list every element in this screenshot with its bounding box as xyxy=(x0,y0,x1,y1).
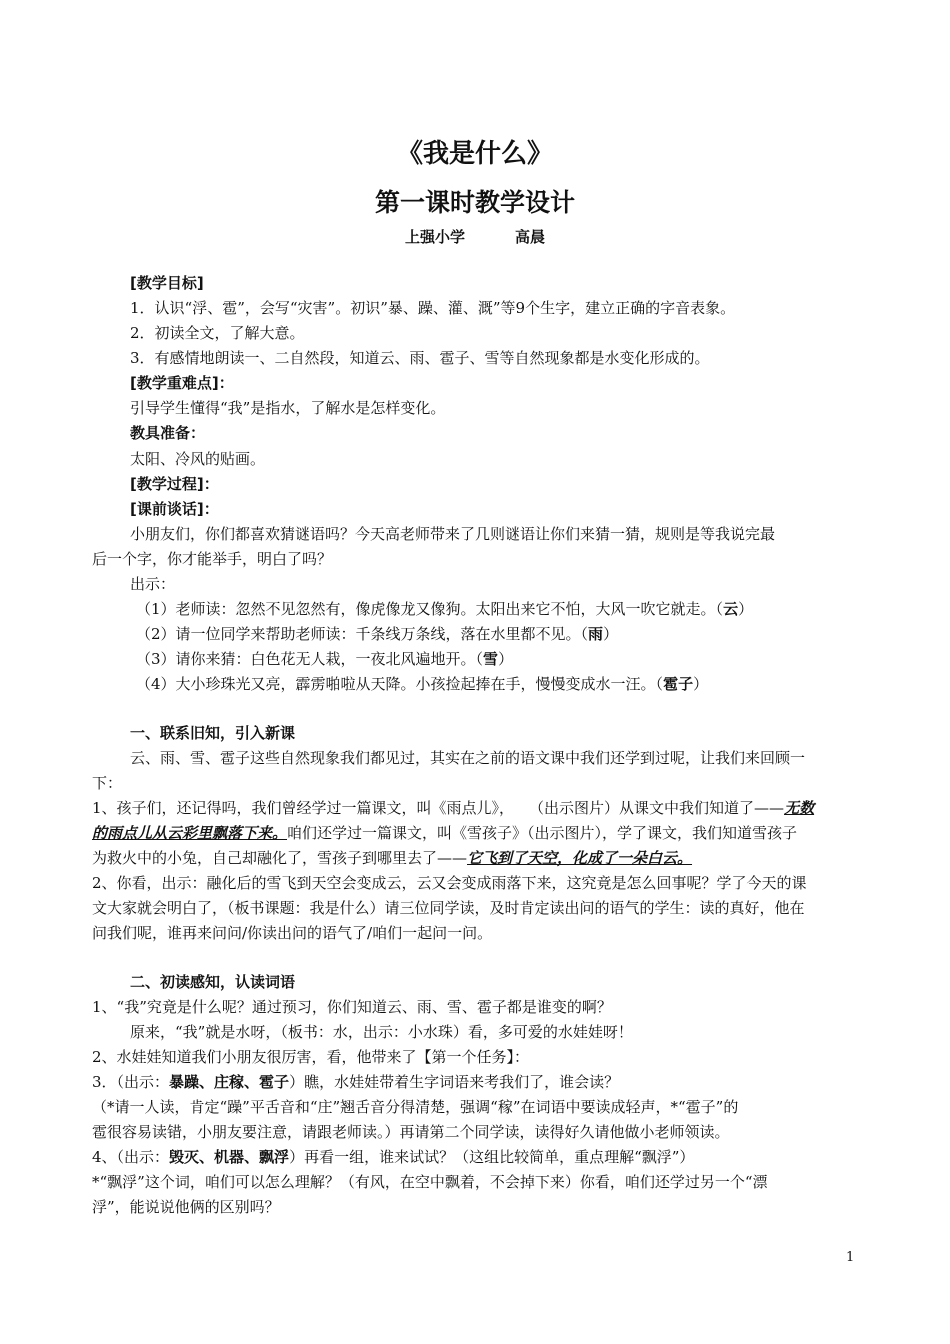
riddle-answer: 雪 xyxy=(483,650,499,668)
document-subtitle: 第一课时教学设计 xyxy=(374,188,575,217)
riddle-answer: 云 xyxy=(723,600,739,618)
riddle-close: ） xyxy=(693,675,709,693)
riddle-text: （4）大小珍珠光又亮，霹雳啪啦从天降。小孩捡起捧在手，慢慢变成水一汪。（ xyxy=(136,675,664,693)
section1-intro-line: 云、雨、雪、雹子这些自然现象我们都见过，其实在之前的语文课中我们还学到过呢，让我们来回顾一 xyxy=(130,749,806,767)
text-run: 为救火中的小兔，自己却融化了，雪孩子到哪里去了—— xyxy=(92,849,468,867)
section2-line: 2、水娃娃知道我们小朋友很厉害，看，他带来了【第一个任务】： xyxy=(92,1048,530,1066)
section1-paragraph-line xyxy=(92,823,867,843)
section2-line xyxy=(92,1147,867,1167)
riddle-answer: 雨 xyxy=(588,625,604,643)
riddle-item xyxy=(136,624,911,644)
objective-item: 2．初读全文，了解大意。 xyxy=(130,324,305,342)
section2-line: 雹很容易读错，小朋友要注意，请跟老师读。）再请第二个同学读，读得好久请他做小老师领读。 xyxy=(92,1123,730,1141)
author-name: 高晨 xyxy=(515,228,546,246)
objectives-heading: [教学目标] xyxy=(130,274,204,292)
riddle-close: ） xyxy=(603,625,619,643)
vocabulary-words: 毁灭、机器、飘浮 xyxy=(169,1148,290,1166)
objective-item: 3．有感情地朗读一、二自然段，知道云、雨、雹子、雪等自然现象都是水变化形成的。 xyxy=(130,349,710,367)
process-heading: [教学过程]： xyxy=(130,475,219,493)
emphasis-text: 它飞到了天空，化成了一朵白云。 xyxy=(467,849,693,867)
section2-line xyxy=(92,1072,867,1092)
riddle-close: ） xyxy=(738,600,754,618)
text-run: 3．（出示： xyxy=(92,1073,170,1091)
pretalk-paragraph-line: 后一个字，你才能举手，明白了吗？ xyxy=(92,550,333,568)
section2-heading: 二、初读感知，认读词语 xyxy=(130,973,296,991)
text-run: ）瞧，水娃娃带着生字词语来考我们了，谁会读？ xyxy=(289,1073,620,1091)
emphasis-text: 的雨点儿从云彩里飘落下来。 xyxy=(92,824,288,842)
section2-line: 浮”，能说说他俩的区别吗？ xyxy=(92,1198,280,1216)
page-number: 1 xyxy=(846,1250,855,1265)
show-label: 出示： xyxy=(130,575,176,593)
section1-heading: 一、联系旧知，引入新课 xyxy=(130,724,296,742)
document-title: 《我是什么》 xyxy=(396,139,553,169)
section1-paragraph-line: 问我们呢，谁再来问问/你读出问的语气了/咱们一起问一问。 xyxy=(92,924,493,942)
riddle-close: ） xyxy=(498,650,514,668)
author-line xyxy=(0,226,950,247)
riddle-item xyxy=(136,649,911,669)
section1-paragraph-line xyxy=(92,798,867,818)
pretalk-paragraph-line: 小朋友们，你们都喜欢猜谜语吗？今天高老师带来了几则谜语让你们来猜一猜，规则是等我说完最 xyxy=(130,525,776,543)
pretalk-heading: [课前谈话]： xyxy=(130,500,219,518)
section1-paragraph-line: 文大家就会明白了，（板书课题：我是什么）请三位同学读，及时肯定读出问的语气的学生：读的真好，他在 xyxy=(92,899,805,917)
section1-paragraph-line xyxy=(92,848,867,868)
key-points-text: 引导学生懂得“我”是指水，了解水是怎样变化。 xyxy=(130,399,446,417)
section1-paragraph-line: 2、你看，出示：融化后的雪飞到天空会变成云，云又会变成雨落下来，这究竟是怎么回事呢？学了今天的课 xyxy=(92,874,807,892)
section2-line: 原来，“我”就是水呀，（板书：水，出示：小水珠）看，多可爱的水娃娃呀！ xyxy=(130,1023,633,1041)
key-points-heading: [教学重难点]： xyxy=(130,374,234,392)
text-run: 4、（出示： xyxy=(92,1148,170,1166)
riddle-text: （2）请一位同学来帮助老师读：千条线万条线，落在水里都不见。（ xyxy=(136,625,589,643)
riddle-item xyxy=(136,599,911,619)
text-run: 1、孩子们，还记得吗，我们曾经学过一篇课文，叫《雨点儿》， （出示图片）从课文中我们知道了—— xyxy=(92,799,785,817)
tools-text: 太阳、冷风的贴画。 xyxy=(130,450,266,468)
section1-intro-line: 下： xyxy=(92,774,123,792)
text-run: 咱们还学过一篇课文，叫《雪孩子》（出示图片），学了课文，我们知道雪孩子 xyxy=(287,824,798,842)
riddle-text: （3）请你来猜：白色花无人栽，一夜北风遍地开。（ xyxy=(136,650,484,668)
school-name: 上强小学 xyxy=(404,228,465,246)
tools-heading: 教具准备： xyxy=(130,424,206,442)
section2-line: （*请一人读，肯定“躁”平舌音和“庄”翘舌音分得清楚，强调“稼”在词语中要读成轻声，*“雹子”的 xyxy=(92,1098,739,1116)
objective-item: 1．认识“浮、雹”，会写“灾害”。初识”暴、躁、灌、溉”等9个生字，建立正确的字音表象。 xyxy=(130,299,736,317)
riddle-text: （1）老师读：忽然不见忽然有，像虎像龙又像狗。太阳出来它不怕，大风一吹它就走。（ xyxy=(136,600,724,618)
riddle-answer: 雹子 xyxy=(663,675,694,693)
text-run: ）再看一组，谁来试试？（这组比较简单，重点理解“飘浮”） xyxy=(289,1148,695,1166)
section2-line: *“飘浮”这个词，咱们可以怎么理解？（有风，在空中飘着，不会掉下来）你看，咱们还学过另一个“漂 xyxy=(92,1173,768,1191)
emphasis-text: 无数 xyxy=(784,799,815,817)
vocabulary-words: 暴躁、庄稼、雹子 xyxy=(169,1073,290,1091)
section2-line: 1、“我”究竟是什么呢？通过预习，你们知道云、雨、雪、雹子都是谁变的啊？ xyxy=(92,998,612,1016)
riddle-item xyxy=(136,674,911,694)
